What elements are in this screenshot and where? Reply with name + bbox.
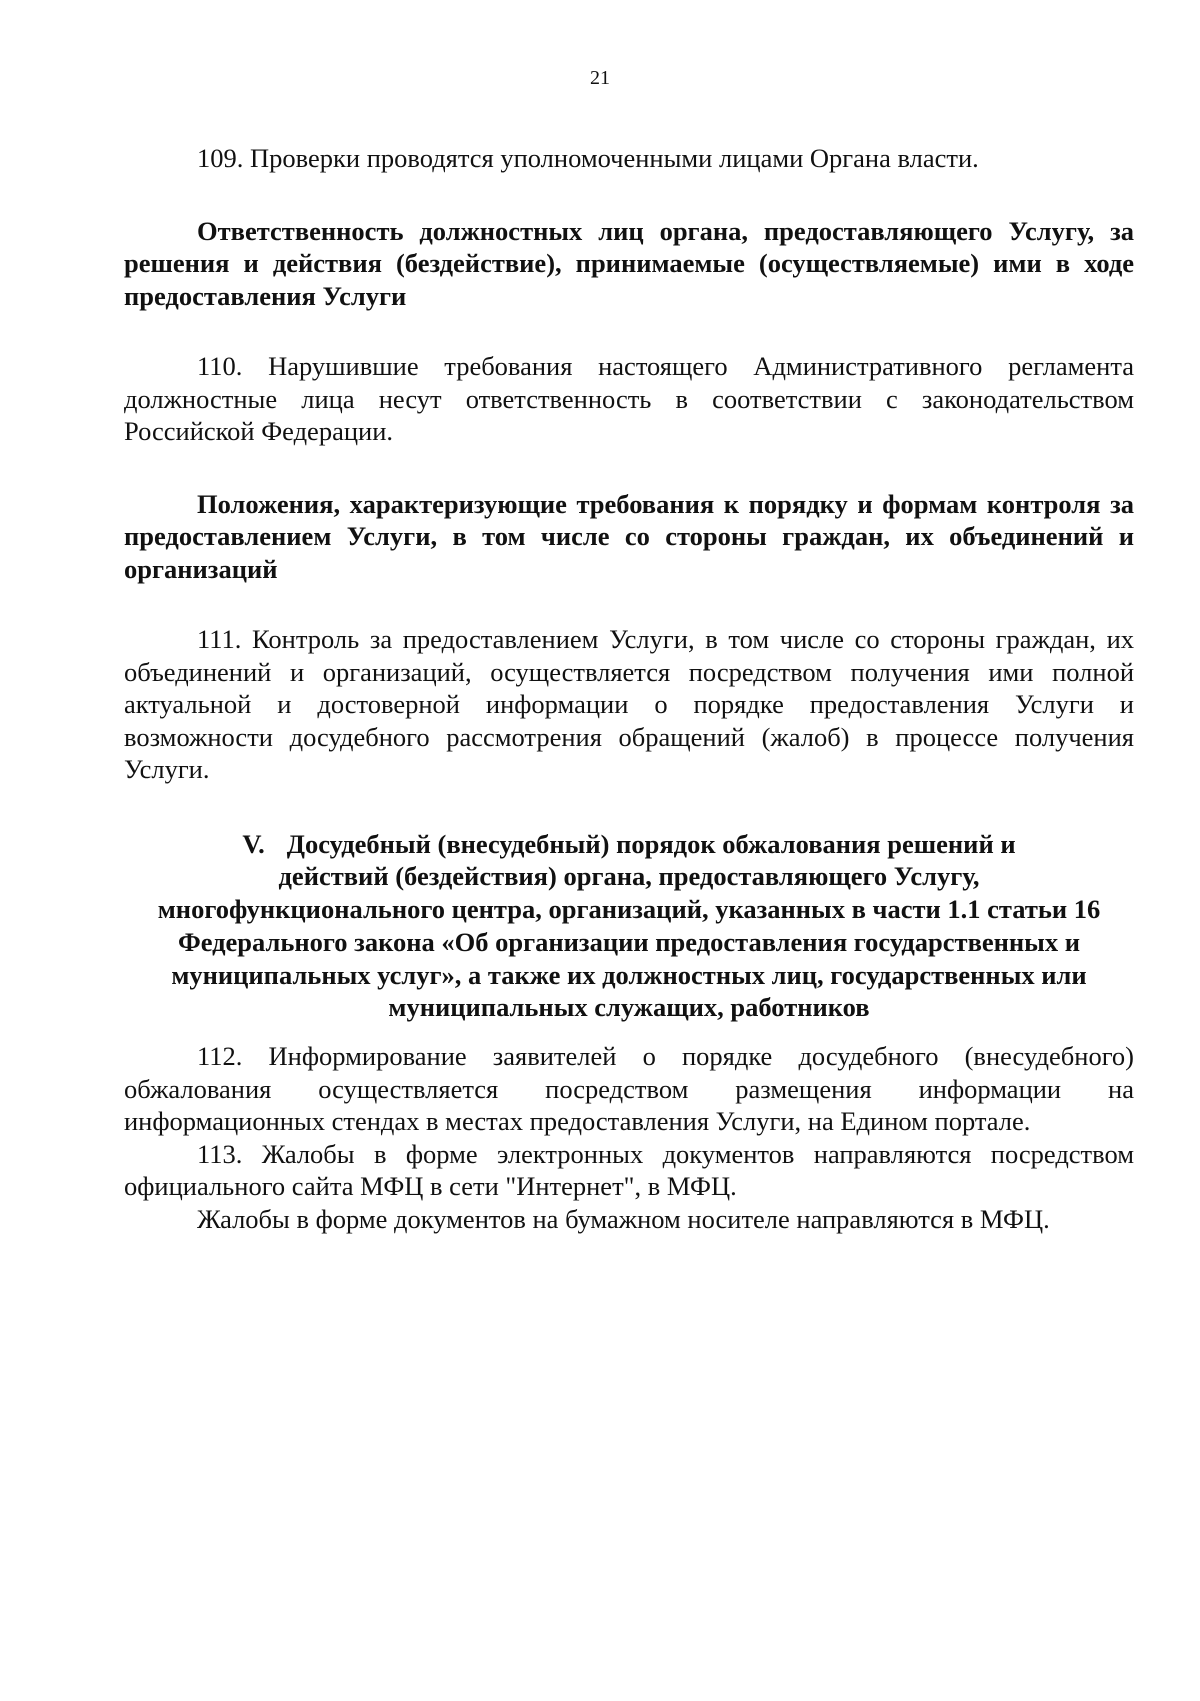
section-v-line-1-text: Досудебный (внесудебный) порядок обжалования решений и xyxy=(286,828,1016,859)
section-v-line-1 xyxy=(124,828,1134,861)
section-v-line-3: многофункционального центра, организаций, указанных в части 1.1 статьи 16 xyxy=(157,894,1101,925)
heading-responsibility: Ответственность должностных лиц органа, предоставляющего Услугу, за решения и действия (бездействие), принимаемые (осуществляемые) ими в ходе предоставления Услуги xyxy=(124,215,1134,311)
paragraph-113: 113. Жалобы в форме электронных документов направляются посредством официального сайта МФЦ в сети "Интернет", в МФЦ. xyxy=(124,1138,1134,1202)
heading-control: Положения, характеризующие требования к порядку и формам контроля за предоставлением Услуги, в том числе со стороны граждан, их объединений и организаций xyxy=(124,488,1134,584)
paragraph-109: 109. Проверки проводятся уполномоченными лицами Органа власти. xyxy=(197,143,979,173)
paragraph-paper-complaints: Жалобы в форме документов на бумажном носителе направляются в МФЦ. xyxy=(197,1203,1050,1234)
document-body xyxy=(124,142,1134,1235)
paragraph-110: 110. Нарушившие требования настоящего Административного регламента должностные лица несут ответственность в соответствии с законодательством Российской Федерации. xyxy=(124,351,1134,446)
section-v-line-6: муниципальных служащих, работников xyxy=(388,992,870,1023)
section-v-line-5: муниципальных услуг», а также их должностных лиц, государственных или xyxy=(171,959,1087,990)
paragraph-112: 112. Информирование заявителей о порядке досудебного (внесудебного) обжалования осуществляется посредством размещения информации на информационных стендах в местах предоставления Услуги, на Едином портале. xyxy=(124,1041,1134,1137)
paragraph-111: 111. Контроль за предоставлением Услуги, в том числе со стороны граждан, их объединений и организаций, осуществляется посредством получения ими полной актуальной и достоверной информации о порядке предоставления Услуги и возможности досудебного рассмотрения обращений (жалоб) в процессе получения Услуги. xyxy=(124,624,1134,784)
section-v-title xyxy=(124,828,1134,1025)
section-v-line-4: Федерального закона «Об организации предоставления государственных и xyxy=(177,926,1081,957)
page-number: 21 xyxy=(590,67,610,89)
section-number: V. xyxy=(242,828,265,859)
section-v-line-2: действий (бездействия) органа, предоставляющего Услугу, xyxy=(278,861,980,892)
